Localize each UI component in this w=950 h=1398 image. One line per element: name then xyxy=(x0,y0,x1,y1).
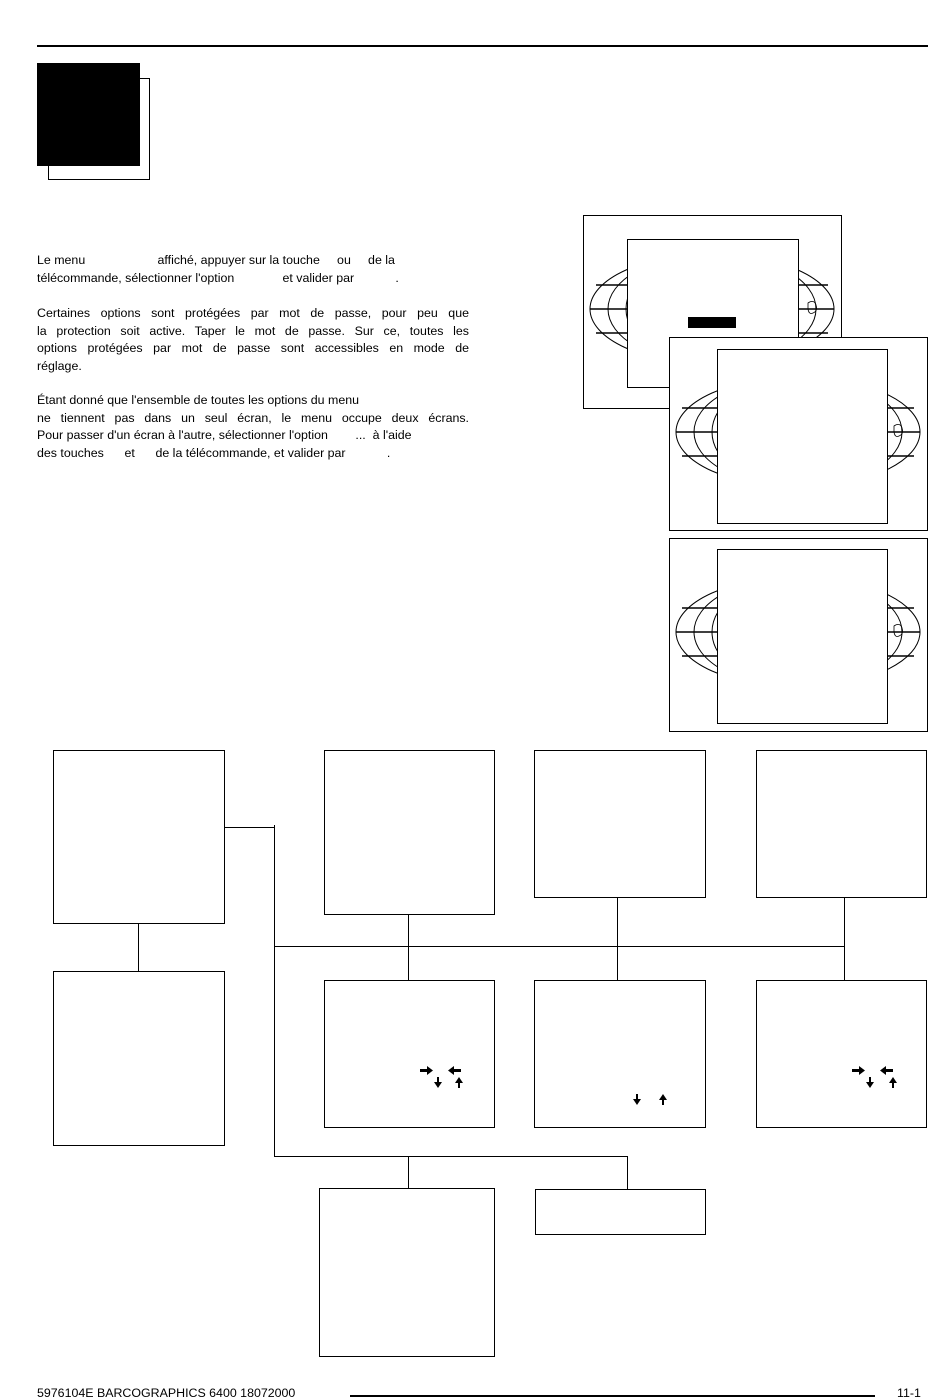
tree-box-main-menu xyxy=(54,751,225,924)
intro-line: Le menu affiché, appuyer sur la touche ou de la xyxy=(37,253,395,267)
password-line: réglage. xyxy=(37,358,82,373)
tree-box-bottom-1 xyxy=(320,1189,495,1357)
screens-paragraph xyxy=(37,392,469,462)
menu-screen-3 xyxy=(670,539,928,732)
menu-screen-2 xyxy=(670,338,928,531)
password-paragraph xyxy=(37,305,469,375)
tree-box-bottom-2 xyxy=(536,1190,706,1235)
menu-tree-diagram xyxy=(0,740,950,1370)
arrow-keys-icon-1 xyxy=(420,1066,463,1088)
chapter-marker xyxy=(37,63,140,166)
tree-box-sub-2 xyxy=(535,981,706,1128)
password-line: Certaines options sont protégées par mot de passe, pour peu que xyxy=(37,306,469,320)
screens-line: Pour passer d'un écran à l'autre, sélectionner l'option ... à l'aide xyxy=(37,428,412,442)
screens-line: des touches et de la télécommande, et valider par . xyxy=(37,445,391,460)
intro-paragraph xyxy=(37,252,469,287)
password-line: options protégées par mot de passe sont accessibles en mode de xyxy=(37,341,469,355)
password-line: la protection soit active. Taper le mot de passe. Sur ce, toutes les xyxy=(37,323,469,338)
menu-selection-bar xyxy=(688,317,736,328)
tree-box-main-menu-page2 xyxy=(54,972,225,1146)
footer-doc-ref: 5976104E BARCOGRAPHICS 6400 18072000 xyxy=(37,1386,296,1398)
arrow-keys-icon-3 xyxy=(852,1066,897,1088)
menu-screens-illustration xyxy=(580,212,932,736)
tree-box-column-1 xyxy=(325,751,495,915)
tree-box-column-3 xyxy=(757,751,927,898)
tree-box-sub-1 xyxy=(325,981,495,1128)
footer-rule xyxy=(350,1395,875,1397)
tree-box-column-2 xyxy=(535,751,706,898)
screens-line: ne tiennent pas dans un seul écran, le menu occupe deux écrans. xyxy=(37,410,469,425)
intro-line: télécommande, sélectionner l'option et valider par . xyxy=(37,270,399,285)
arrow-keys-icon-2 xyxy=(633,1094,667,1105)
screens-line: Étant donné que l'ensemble de toutes les options du menu xyxy=(37,393,359,407)
footer-page-number: 11-1 xyxy=(897,1386,921,1398)
header-rule xyxy=(37,45,928,47)
tree-box-sub-3 xyxy=(757,981,927,1128)
